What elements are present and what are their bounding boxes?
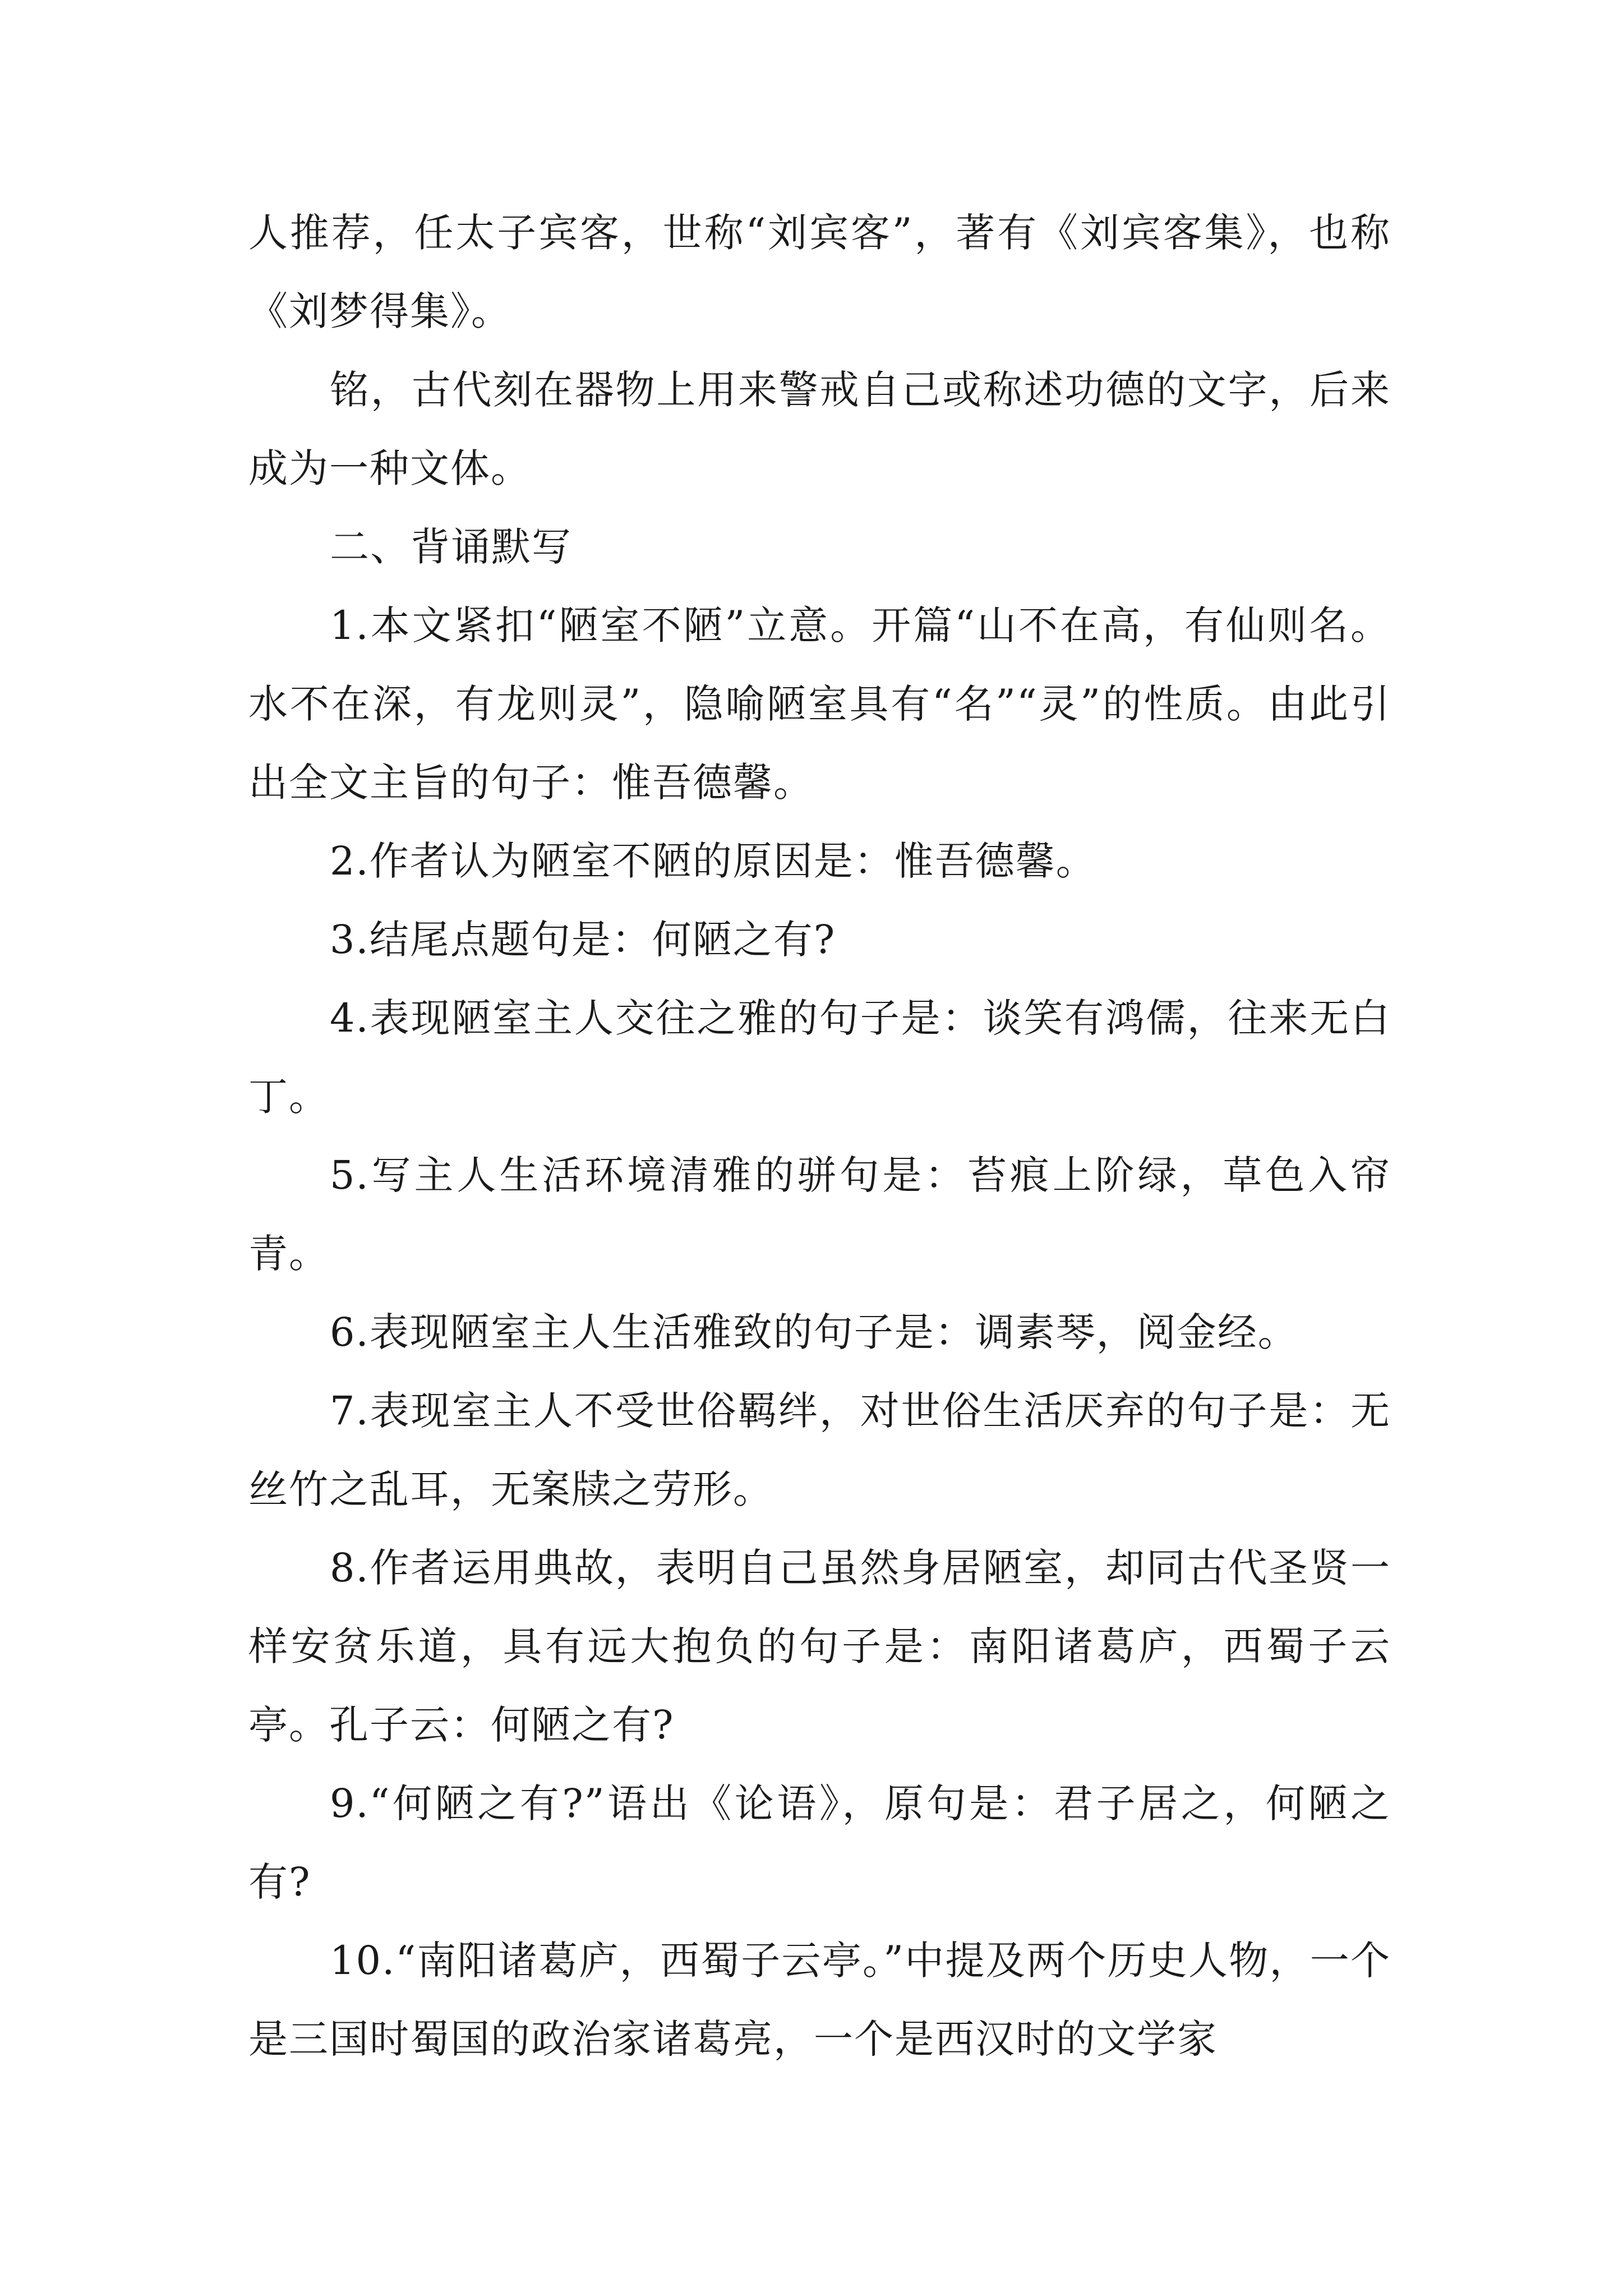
list-item-9: 9.“何陋之有?”语出《论语》，原句是：君子居之，何陋之有? [248,1780,1391,1905]
list-item-2: 2.作者认为陋室不陋的原因是：惟吾德馨。 [330,838,1096,884]
list-item-4: 4.表现陋室主人交往之雅的句子是：谈笑有鸿儒，往来无白丁。 [248,995,1391,1120]
list-item-10: 10.“南阳诸葛庐，西蜀子云亭。”中提及两个历史人物，一个是三国时蜀国的政治家诸葛亮，一个是西汉时的文学家 [248,1938,1391,2062]
list-item-6: 6.表现陋室主人生活雅致的句子是：调素琴，阅金经。 [330,1309,1298,1355]
section-heading: 二、背诵默写 [330,524,572,570]
document-body [248,194,1391,2078]
list-item-8: 8.作者运用典故，表明自己虽然身居陋室，却同古代圣贤一样安贫乐道，具有远大抱负的句子是：南阳诸葛庐，西蜀子云亭。孔子云：何陋之有? [248,1545,1391,1748]
paragraph-ming-definition: 铭，古代刻在器物上用来警戒自己或称述功德的文字，后来成为一种文体。 [248,367,1391,491]
list-item-5: 5.写主人生活环境清雅的骈句是：苔痕上阶绿，草色入帘青。 [248,1152,1391,1277]
list-item-7: 7.表现室主人不受世俗羁绊，对世俗生活厌弃的句子是：无丝竹之乱耳，无案牍之劳形。 [248,1388,1391,1512]
list-item-3: 3.结尾点题句是：何陋之有? [330,917,836,963]
list-item-1: 1.本文紧扣“陋室不陋”立意。开篇“山不在高，有仙则名。水不在深，有龙则灵”，隐喻陋室具有“名”“灵”的性质。由此引出全文主旨的句子：惟吾德馨。 [248,602,1391,806]
paragraph-continuation: 人推荐，任太子宾客，世称“刘宾客”，著有《刘宾客集》，也称《刘梦得集》。 [248,210,1391,334]
